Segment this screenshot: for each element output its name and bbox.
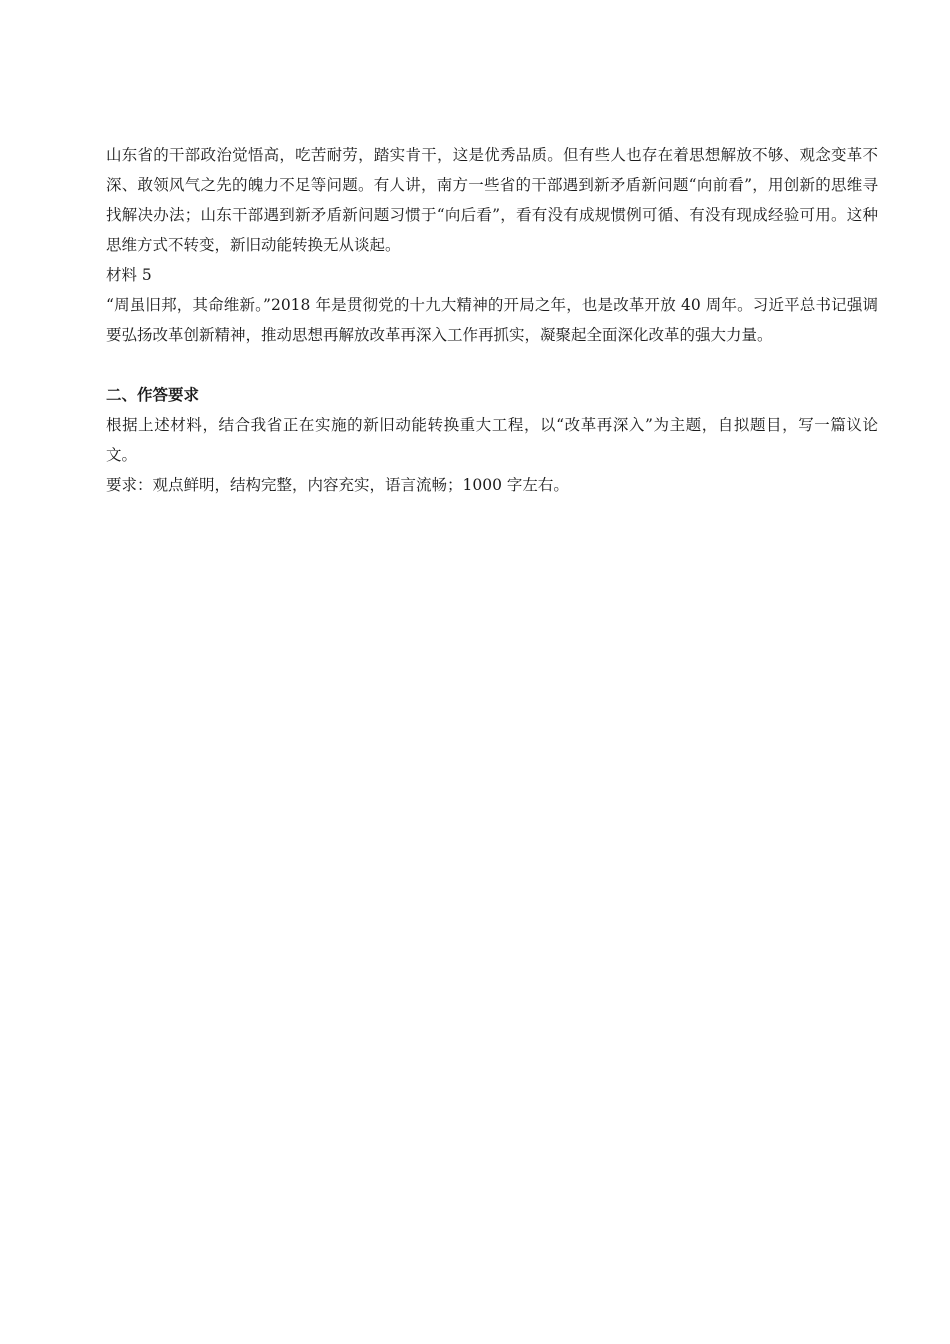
material-5-label	[106, 260, 878, 290]
rule-text: 要求：观点鲜明，结构完整，内容充实，语言流畅；1000 字左右。	[106, 476, 569, 494]
rule-paragraph	[106, 470, 878, 500]
material-5-paragraph	[106, 290, 878, 350]
material-4-paragraph	[106, 140, 878, 260]
material-5-text: “周虽旧邦，其命维新。”2018 年是贯彻党的十九大精神的开局之年，也是改革开放 40 周年。习近平总书记强调要弘扬改革创新精神，推动思想再解放改革再深入工作再抓实，凝聚起全面深化改革的强大力量。	[106, 296, 878, 344]
task-paragraph	[106, 410, 878, 470]
task-text: 根据上述材料，结合我省正在实施的新旧动能转换重大工程，以“改革再深入”为主题，自拟题目，写一篇议论文。	[106, 416, 878, 464]
document-page	[106, 140, 878, 500]
material-4-text: 山东省的干部政治觉悟高，吃苦耐劳，踏实肯干，这是优秀品质。但有些人也存在着思想解放不够、观念变革不深、敢领风气之先的魄力不足等问题。有人讲，南方一些省的干部遇到新矛盾新问题“向前看”，用创新的思维寻找解决办法；山东干部遇到新矛盾新问题习惯于“向后看”，看有没有成规惯例可循、有没有现成经验可用。这种思维方式不转变，新旧动能转换无从谈起。	[106, 146, 878, 254]
section-heading	[106, 380, 878, 410]
section-heading-text: 二、作答要求	[106, 386, 200, 404]
material-5-label-text: 材料 5	[106, 266, 152, 284]
